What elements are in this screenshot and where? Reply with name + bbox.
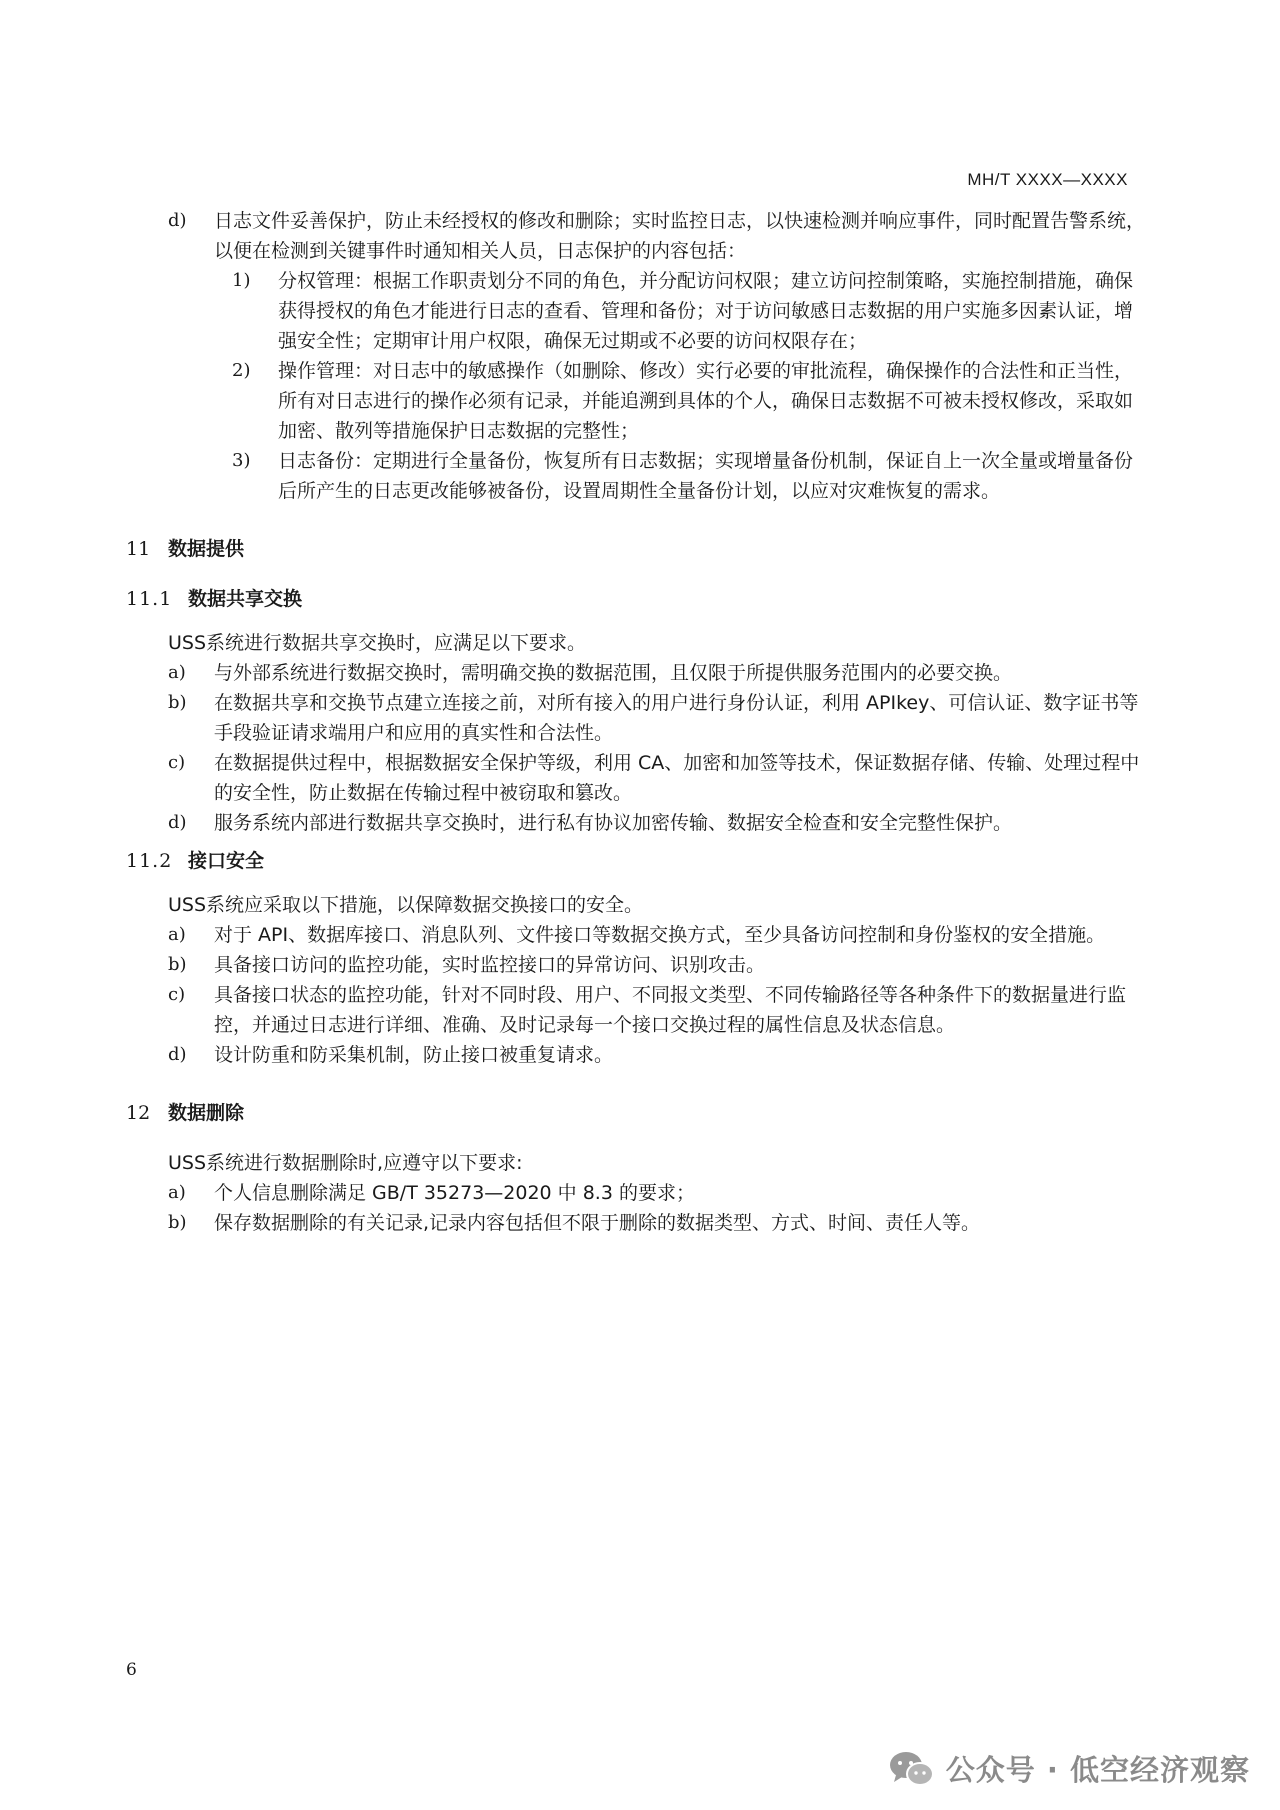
list-text: 个人信息删除满足 GB/T 35273—2020 中 8.3 的要求；	[214, 1182, 695, 1204]
list-marker: a)	[168, 662, 186, 683]
list-marker: b)	[168, 692, 187, 713]
list-marker: 2)	[232, 360, 251, 381]
subsection-title: 接口安全	[188, 850, 265, 872]
list-text: 在数据共享和交换节点建立连接之前，对所有接入的用户进行身份认证，利用 APIkey、可信认证、数字证书等手段验证请求端用户和应用的真实性和合法性。	[214, 692, 1139, 744]
list-item	[126, 950, 1146, 980]
list-text: 操作管理：对日志中的敏感操作（如删除、修改）实行必要的审批流程，确保操作的合法性和正当性，所有对日志进行的操作必须有记录，并能追溯到具体的个人，确保日志数据不可被未授权修改，采取如加密、散列等措施保护日志数据的完整性；	[278, 360, 1134, 442]
section-heading	[126, 1098, 1146, 1128]
list-marker: a)	[168, 924, 186, 945]
list-item	[126, 658, 1146, 688]
section-number: 11	[126, 538, 151, 560]
section-title: 数据提供	[168, 538, 245, 560]
list-marker: 3)	[232, 450, 251, 471]
standard-code: MH/T XXXX—XXXX	[967, 170, 1128, 189]
list-marker: b)	[168, 1212, 187, 1233]
section-number: 12	[126, 1102, 151, 1124]
subsection-number: 11.2	[126, 850, 173, 872]
subsection-heading	[126, 846, 1146, 876]
list-text: 在数据提供过程中，根据数据安全保护等级，利用 CA、加密和加签等技术，保证数据存储、传输、处理过程中的安全性，防止数据在传输过程中被窃取和篡改。	[214, 752, 1140, 804]
subsection-heading	[126, 584, 1146, 614]
wechat-icon	[888, 1749, 936, 1789]
sub-list-item	[214, 266, 1146, 356]
paragraph: USS系统应采取以下措施，以保障数据交换接口的安全。	[168, 894, 644, 916]
watermark-text: 公众号 · 低空经济观察	[945, 1753, 1250, 1787]
section-heading	[126, 534, 1146, 564]
sub-list-item	[214, 356, 1146, 446]
paragraph: USS系统进行数据共享交换时，应满足以下要求。	[168, 632, 587, 654]
list-text: 对于 API、数据库接口、消息队列、文件接口等数据交换方式，至少具备访问控制和身份鉴权的安全措施。	[214, 924, 1106, 946]
list-item	[126, 920, 1146, 950]
subsection-title: 数据共享交换	[188, 588, 303, 610]
list-marker: c)	[168, 752, 186, 773]
list-text: 具备接口状态的监控功能，针对不同时段、用户、不同报文类型、不同传输路径等各种条件下的数据量进行监控，并通过日志进行详细、准确、及时记录每一个接口交换过程的属性信息及状态信息。	[214, 984, 1127, 1036]
list-marker: d)	[168, 210, 187, 231]
list-item	[126, 748, 1146, 808]
list-text: 服务系统内部进行数据共享交换时，进行私有协议加密传输、数据安全检查和安全完整性保护。	[214, 812, 1013, 834]
page-number: 6	[126, 1660, 137, 1680]
list-item	[126, 980, 1146, 1040]
list-item	[126, 1208, 1146, 1238]
list-text: 日志备份：定期进行全量备份，恢复所有日志数据；实现增量备份机制，保证自上一次全量或增量备份后所产生的日志更改能够被备份，设置周期性全量备份计划，以应对灾难恢复的需求。	[278, 450, 1134, 502]
watermark	[888, 1748, 1250, 1789]
list-text: 具备接口访问的监控功能，实时监控接口的异常访问、识别攻击。	[214, 954, 766, 976]
list-item	[126, 808, 1146, 838]
list-marker: d)	[168, 1044, 187, 1065]
list-text: 与外部系统进行数据交换时，需明确交换的数据范围，且仅限于所提供服务范围内的必要交换。	[214, 662, 1013, 684]
list-text: 日志文件妥善保护，防止未经授权的修改和删除；实时监控日志，以快速检测并响应事件，同时配置告警系统，以便在检测到关键事件时通知相关人员，日志保护的内容包括：	[214, 210, 1146, 262]
list-marker: b)	[168, 954, 187, 975]
paragraph: USS系统进行数据删除时,应遵守以下要求:	[168, 1152, 523, 1174]
document-body	[126, 206, 1146, 1238]
list-item	[126, 1178, 1146, 1208]
list-item	[126, 1040, 1146, 1070]
list-marker: a)	[168, 1182, 186, 1203]
section-title: 数据删除	[168, 1102, 245, 1124]
list-marker: c)	[168, 984, 186, 1005]
subsection-number: 11.1	[126, 588, 173, 610]
list-text: 设计防重和防采集机制，防止接口被重复请求。	[214, 1044, 614, 1066]
sub-list-item	[214, 446, 1146, 506]
list-item	[126, 688, 1146, 748]
list-marker: 1)	[232, 270, 251, 291]
list-marker: d)	[168, 812, 187, 833]
list-text: 分权管理：根据工作职责划分不同的角色，并分配访问权限；建立访问控制策略，实施控制措施，确保获得授权的角色才能进行日志的查看、管理和备份；对于访问敏感日志数据的用户实施多因素认证，增强安全性；定期审计用户权限，确保无过期或不必要的访问权限存在；	[278, 270, 1134, 352]
list-item	[126, 206, 1146, 266]
list-text: 保存数据删除的有关记录,记录内容包括但不限于删除的数据类型、方式、时间、责任人等。	[214, 1212, 981, 1234]
